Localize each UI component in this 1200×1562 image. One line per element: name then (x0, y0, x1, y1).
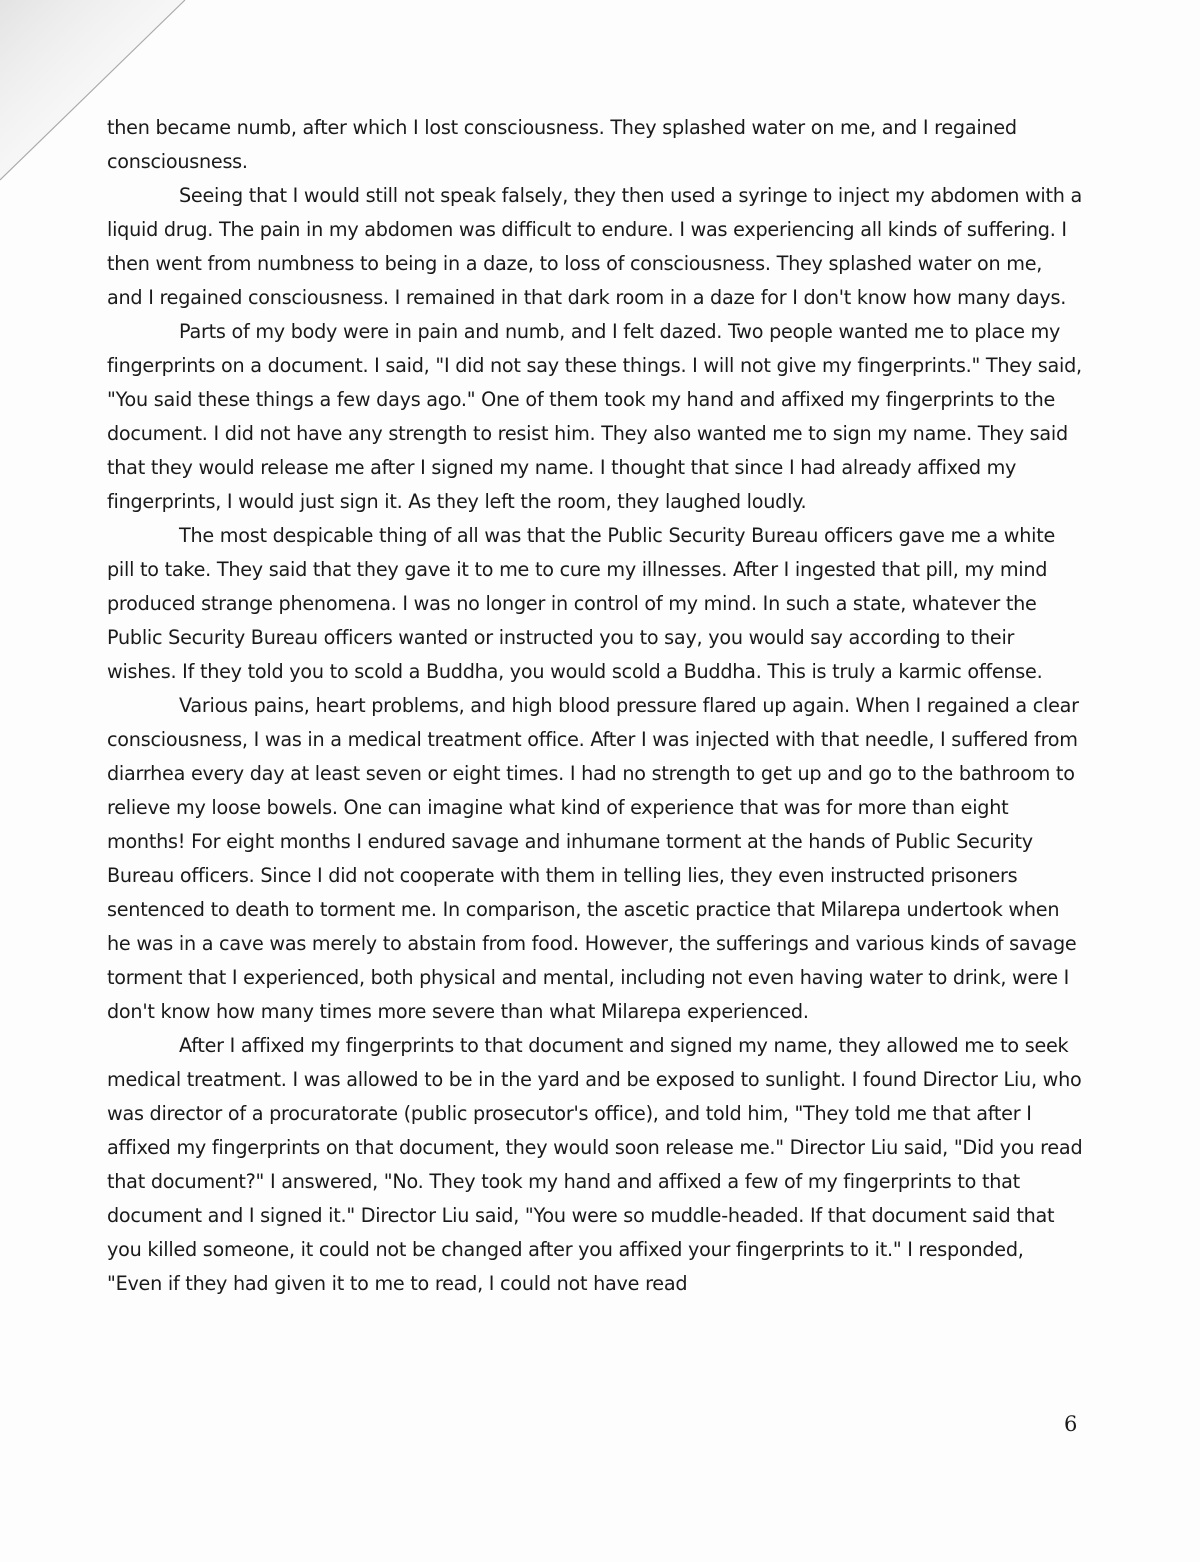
paragraph-3: Parts of my body were in pain and numb, and I felt dazed. Two people wanted me to place my fingerprints on a document. I said, "I did not say these things. I will not give my fingerprints." They said, "You said these things a few days ago." One of them took my hand and affixed my fingerprints to the document. I did not have any strength to resist him. They also wanted me to sign my name. They said that they would release me after I signed my name. I thought that since I had already affixed my fingerprints, I would just sign it. As they left the room, they laughed loudly. (107, 320, 1082, 513)
paragraph-6: After I affixed my fingerprints to that document and signed my name, they allowed me to seek medical treatment. I was allowed to be in the yard and be exposed to sunlight. I found Director Liu, who was director of a procuratorate (public prosecutor's office), and told him, "They told me that after I affixed my fingerprints on that document, they would soon release me." Director Liu said, "Did you read that document?" I answered, "No. They took my hand and affixed a few of my fingerprints to that document and I signed it." Director Liu said, "You were so muddle-headed. If that document said that you killed someone, it could not be changed after you affixed your fingerprints to it." I responded, "Even if they had given it to me to read, I could not have read (107, 1034, 1083, 1295)
page-number: 6 (1064, 1412, 1078, 1436)
body-text (107, 111, 1083, 1301)
paragraph-2: Seeing that I would still not speak falsely, they then used a syringe to inject my abdomen with a liquid drug. The pain in my abdomen was difficult to endure. I was experiencing all kinds of suffering. I then went from numbness to being in a daze, to loss of consciousness. They splashed water on me, and I regained consciousness. I remained in that dark room in a daze for I don't know how many days. (107, 184, 1083, 309)
paragraph-1: then became numb, after which I lost consciousness. They splashed water on me, and I regained consciousness. (107, 116, 1017, 173)
paragraph-4: The most despicable thing of all was that the Public Security Bureau officers gave me a white pill to take. They said that they gave it to me to cure my illnesses. After I ingested that pill, my mind produced strange phenomena. I was no longer in control of my mind. In such a state, whatever the Public Security Bureau officers wanted or instructed you to say, you would say according to their wishes. If they told you to scold a Buddha, you would scold a Buddha. This is truly a karmic offense. (107, 524, 1056, 683)
paragraph-5: Various pains, heart problems, and high blood pressure flared up again. When I regained a clear consciousness, I was in a medical treatment office. After I was injected with that needle, I suffered from diarrhea every day at least seven or eight times. I had no strength to get up and go to the bathroom to relieve my loose bowels. One can imagine what kind of experience that was for more than eight months! For eight months I endured savage and inhumane torment at the hands of Public Security Bureau officers. Since I did not cooperate with them in telling lies, they even instructed prisoners sentenced to death to torment me. In comparison, the ascetic practice that Milarepa undertook when he was in a cave was merely to abstain from food. However, the sufferings and various kinds of savage torment that I experienced, both physical and mental, including not even having water to drink, were I don't know how many times more severe than what Milarepa experienced. (107, 694, 1079, 1023)
